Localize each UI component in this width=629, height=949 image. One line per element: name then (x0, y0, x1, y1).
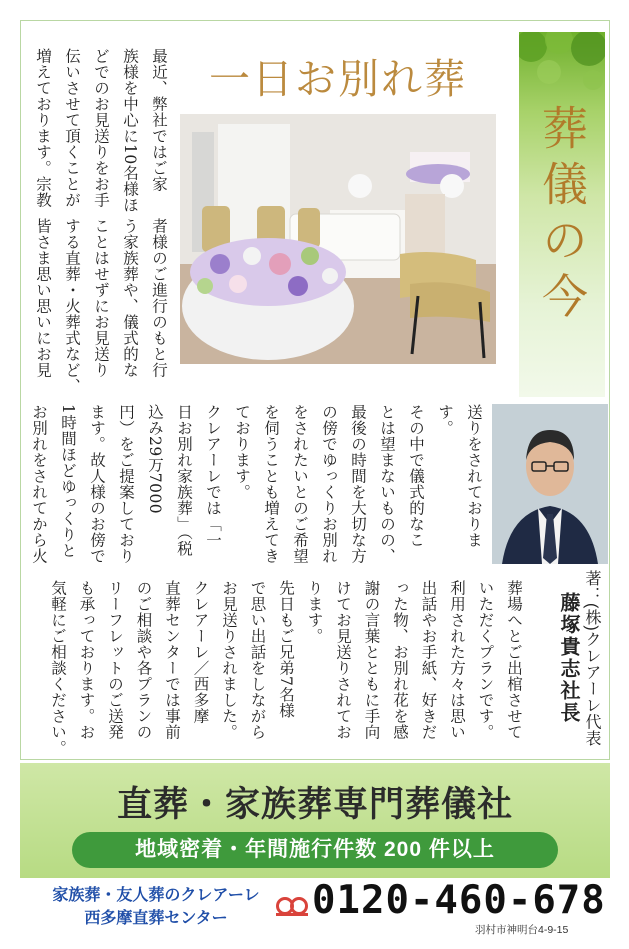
text-column-upper-cont-3: ことはせずにお見送り (92, 218, 110, 378)
text-column-middle-6: の傍でゆっくりお別れ (320, 404, 338, 564)
text-column-upper-3: どでのお見送りをお手 (92, 48, 110, 208)
text-column-upper-4: 伝いさせて頂くことが (63, 48, 81, 208)
text-column-lower-15: リーフレットのご送発 (106, 580, 124, 740)
text-column-lower-11: お見送りされました。 (220, 580, 238, 740)
company-name (32, 884, 280, 930)
text-column-lower-2: いただくプランです。 (476, 580, 495, 740)
text-column-middle-16: お別れをされてから火 (30, 404, 48, 564)
author-name: 藤塚貴志社長 (557, 592, 579, 724)
text-column-middle-11: 日お別れ家族葬」（税 (175, 404, 193, 557)
text-column-lower-6: 謝の言葉とともに手向 (362, 580, 381, 740)
text-column-lower-7: けてお見送りされてお (334, 580, 352, 740)
text-column-upper-1: 最近、弊社ではご家 (150, 48, 168, 192)
text-column-lower-14: のご相談や各プランの (134, 580, 153, 740)
text-column-middle-8: を伺うことも増えてき (262, 404, 280, 564)
text-column-upper-cont-1: 者様のご進行のもと行 (150, 218, 168, 378)
text-column-lower-13: 直葬センターでは事前 (163, 580, 181, 740)
address: 羽村市神明台4-9-15 (475, 924, 569, 936)
text-column-middle-9: ております。 (233, 404, 251, 500)
text-column-lower-17: 気軽にご相談ください。 (49, 580, 67, 756)
text-column-middle-12: 込み29万7000 (146, 404, 164, 515)
text-column-lower-5: った物、お別れ花を感 (391, 580, 409, 740)
text-column-upper-2: 族様を中心に10名様ほ (121, 48, 139, 213)
text-column-middle-10: クレアーレでは「一 (204, 404, 222, 548)
text-column-middle-13: 円）をご提案しており (117, 404, 135, 564)
company-line-2: 西多摩直葬センター (84, 910, 228, 927)
text-column-upper-cont-4: する直葬・火葬式など、 (63, 218, 81, 394)
author-portrait (492, 404, 608, 564)
ad-contact (20, 880, 610, 940)
text-column-lower-3: 利用された方々は思い (448, 580, 466, 740)
freedial-icon (275, 894, 309, 918)
text-column-middle-3: その中で儀式的なこ (407, 404, 425, 548)
text-column-lower-8: ります。 (305, 580, 324, 644)
section-banner (519, 32, 605, 397)
text-column-lower-4: 出話やお手紙、好きだ (419, 580, 438, 740)
text-column-upper-5: 増えております。宗教 (34, 48, 52, 208)
text-column-lower-9: 先日もご兄弟7名様 (277, 580, 295, 719)
text-column-lower-12: クレアーレ／西多摩 (191, 580, 210, 724)
company-line-1: 家族葬・友人葬のクレアーレ (52, 887, 260, 904)
ad-headline: 直葬・家族葬専門葬儀社 (116, 785, 513, 824)
phone-number[interactable]: 0120-460-678 (312, 878, 606, 923)
banner-title: 葬儀の今 (535, 104, 589, 328)
text-column-lower-10: で思い出話をしながら (248, 580, 267, 740)
text-column-upper-cont-5: 皆さま思い思いにお見 (34, 218, 52, 378)
text-column-upper-cont-2: う家族葬や、儀式的な (121, 218, 139, 378)
text-column-middle-5: 最後の時間を大切な方 (349, 404, 367, 564)
text-column-middle-15: 1時間ほどゆっくりと (59, 404, 77, 559)
text-column-middle-2: す。 (436, 404, 454, 436)
text-column-lower-1: 葬場へとご出棺させて (505, 580, 523, 740)
funeral-hall-photo (180, 114, 496, 364)
text-column-middle-4: とは望まないものの、 (378, 404, 396, 564)
text-column-middle-7: をされたいとのご希望 (291, 404, 309, 564)
text-column-lower-16: も承っております。お (77, 580, 96, 740)
author-role: 著：(株)クレアーレ代表 (583, 570, 600, 747)
text-column-middle-1: 送りをされておりま (465, 404, 483, 548)
text-column-middle-14: ます。故人様のお傍で (88, 404, 106, 564)
ad-subheadline: 地域密着・年間施行件数 200 件以上 (72, 832, 558, 868)
article-title: 一日お別れ葬 (209, 55, 467, 103)
ad-banner (20, 763, 610, 878)
